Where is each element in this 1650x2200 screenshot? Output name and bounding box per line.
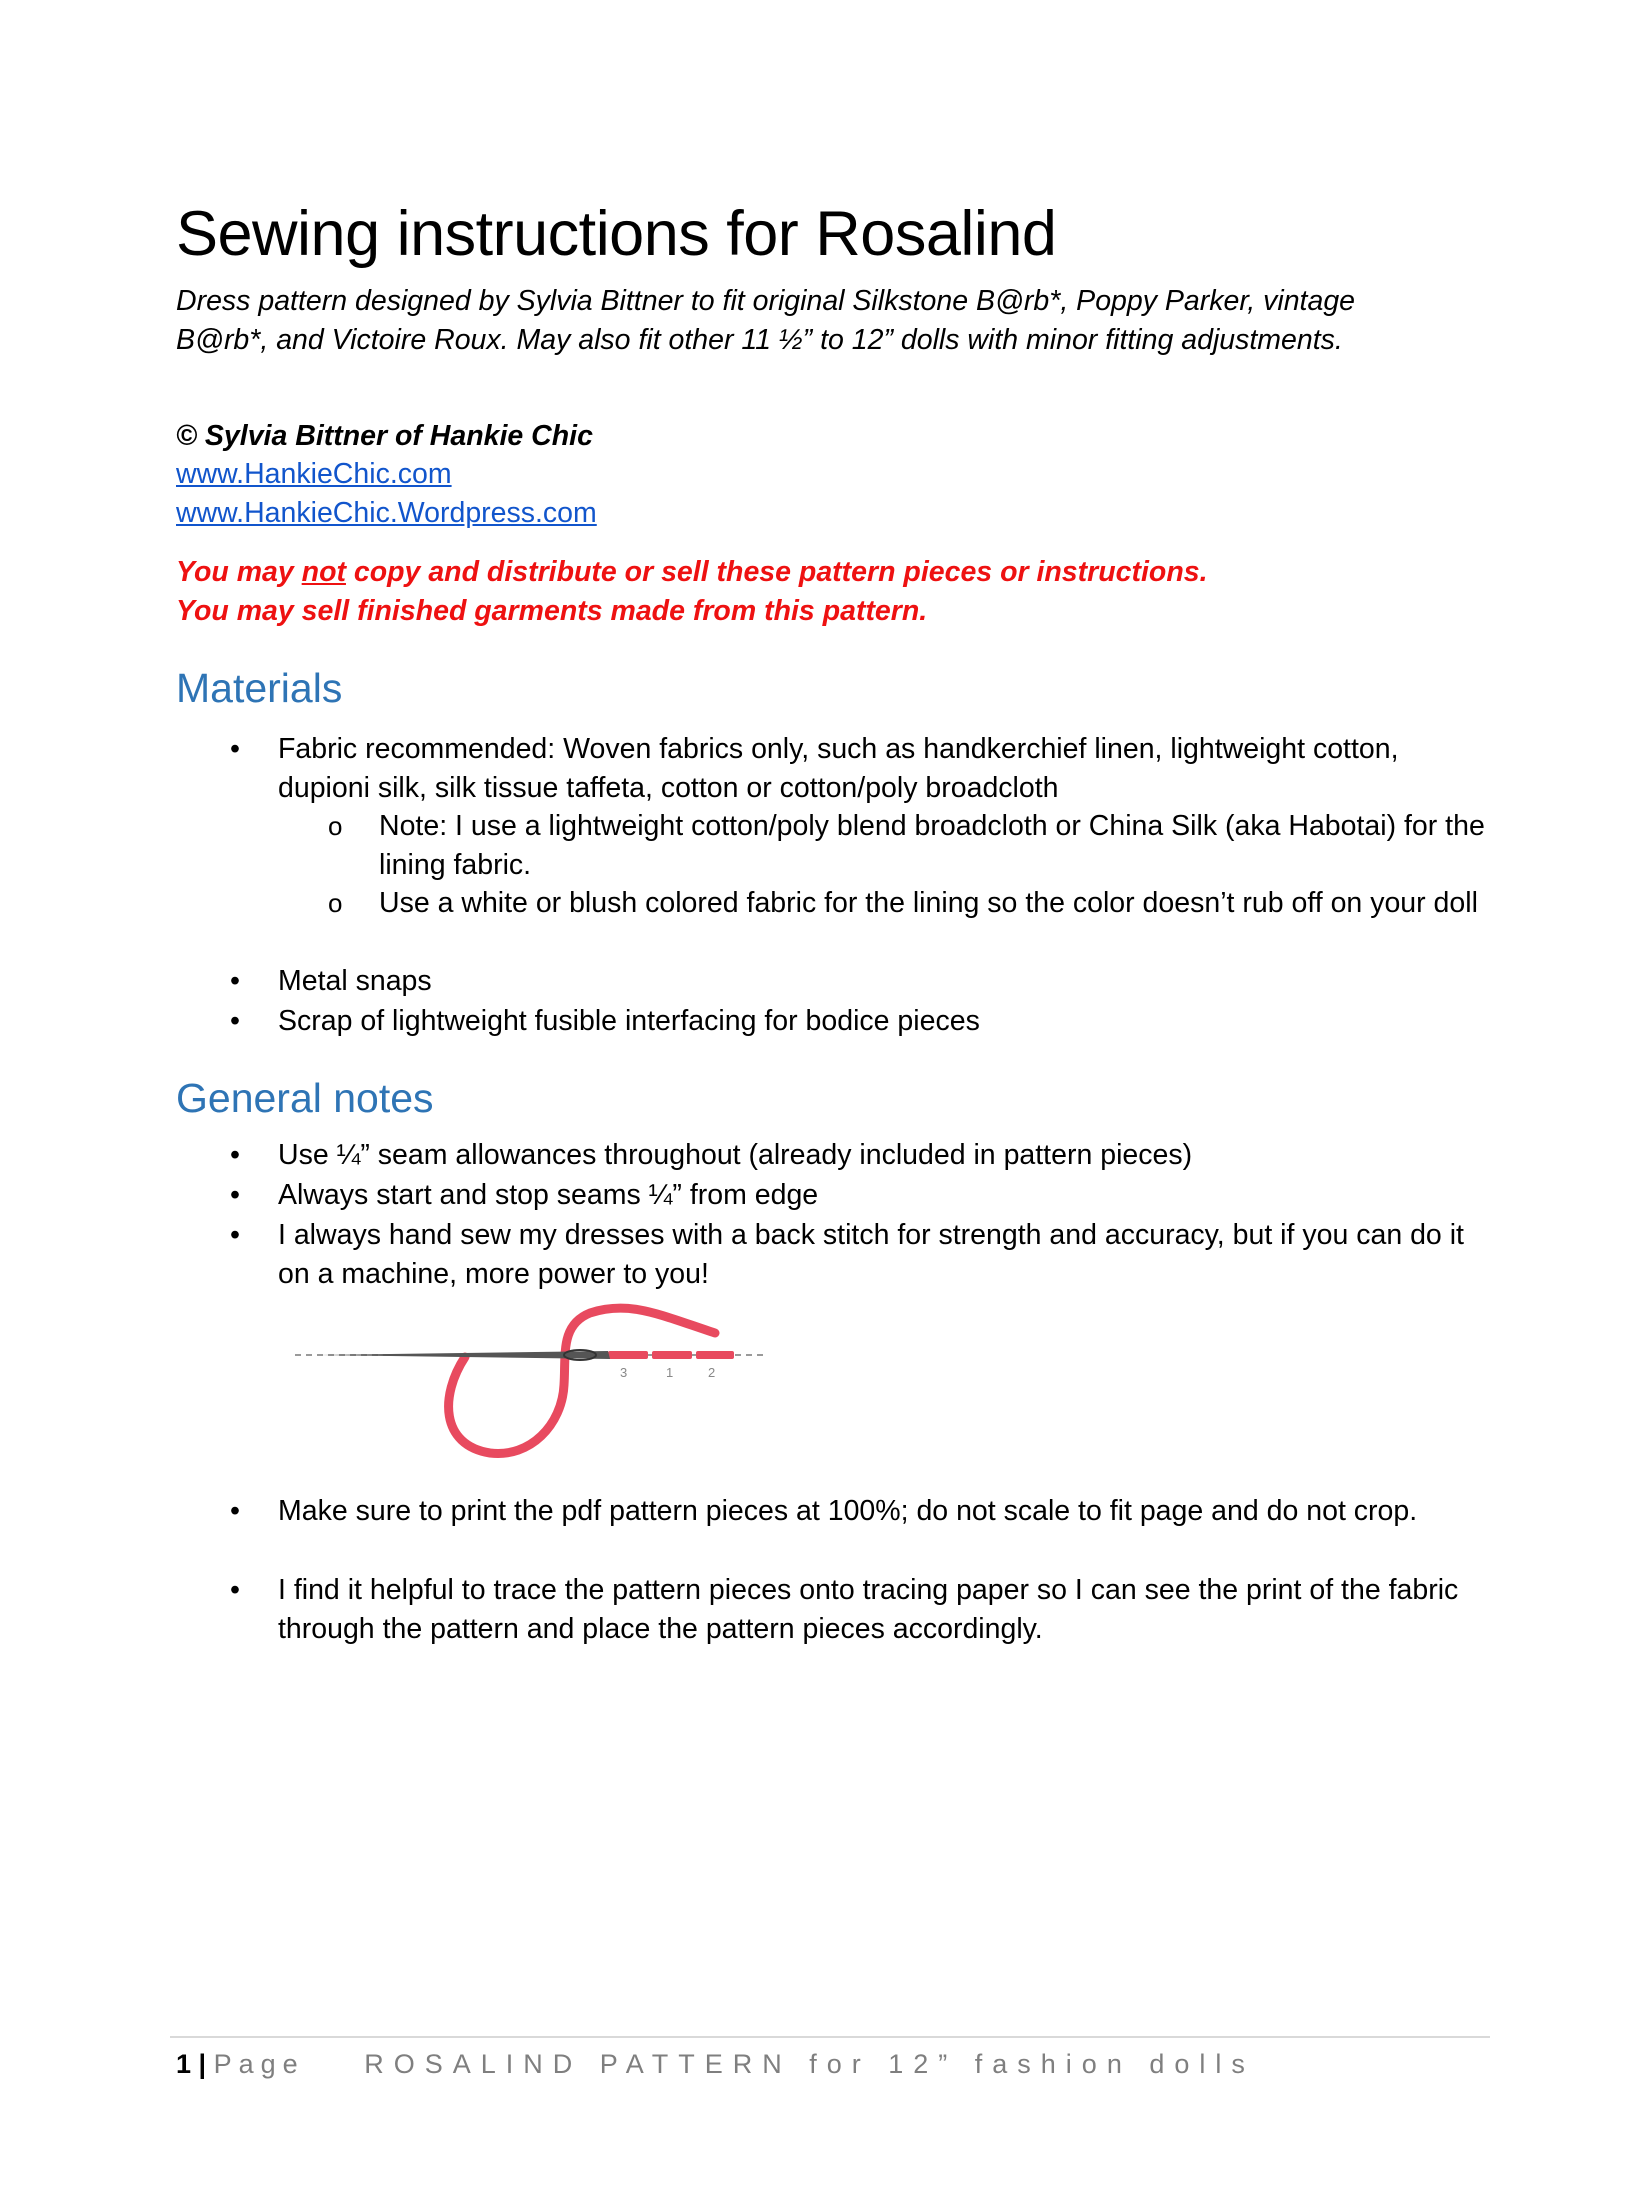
footer-divider — [170, 2036, 1490, 2038]
copy-warning — [176, 553, 1208, 591]
general-notes-list-continued — [0, 1492, 1650, 1650]
warning-text-end: copy and distribute or sell these pattern pieces or instructions. — [345, 556, 1208, 588]
materials-heading: Materials — [176, 665, 343, 711]
warning-emphasis: not — [301, 556, 346, 588]
materials-list — [0, 730, 1650, 1042]
page-title: Sewing instructions for Rosalind — [176, 199, 1057, 269]
general-notes-heading: General notes — [176, 1075, 434, 1121]
stitch-number: 2 — [708, 1365, 716, 1380]
bullet-icon: • — [230, 1495, 240, 1527]
thread-path — [449, 1308, 715, 1453]
sub-list-item: o Use a white or blush colored fabric for the lining so the color doesn’t rub off on your doll — [0, 884, 1650, 962]
list-item: • Use ¼” seam allowances throughout (already included in pattern pieces) — [0, 1136, 1650, 1176]
blog-link[interactable]: www.HankieChic.Wordpress.com — [176, 497, 597, 529]
sub-bullet-icon: o — [328, 888, 343, 918]
footer-title: ROSALIND PATTERN for 12” fashion dolls — [364, 2049, 1255, 2079]
page-label: Page — [213, 2049, 305, 2079]
list-item: • Metal snaps — [0, 962, 1650, 1002]
website-link[interactable]: www.HankieChic.com — [176, 458, 452, 490]
list-item: • Always start and stop seams ¼” from edge — [0, 1176, 1650, 1216]
copyright-notice: © Sylvia Bittner of Hankie Chic — [176, 420, 593, 452]
stitch-segment — [652, 1351, 692, 1359]
sell-permission: You may sell finished garments made from this pattern. — [176, 595, 928, 627]
list-item: • Scrap of lightweight fusible interfacing for bodice pieces — [0, 1002, 1650, 1042]
general-notes-list — [0, 1136, 1650, 1293]
stitch-segment — [696, 1351, 734, 1359]
bullet-icon: • — [230, 1139, 240, 1171]
bullet-icon: • — [230, 1219, 240, 1251]
list-item: • Fabric recommended: Woven fabrics only, such as handkerchief linen, lightweight cotton, dupioni silk, silk tissue taffeta, cotton or cotton/poly broadcloth — [0, 730, 1650, 807]
stitch-number: 3 — [620, 1365, 628, 1380]
stitch-segment — [608, 1351, 648, 1359]
back-stitch-diagram — [290, 1295, 770, 1470]
bullet-icon: • — [230, 1179, 240, 1211]
bullet-icon: • — [230, 733, 240, 765]
list-item: • Make sure to print the pdf pattern pieces at 100%; do not scale to fit page and do not crop. — [0, 1492, 1650, 1571]
page-number: 1 — [176, 2049, 192, 2079]
bullet-icon: • — [230, 1005, 240, 1037]
list-item: • I always hand sew my dresses with a back stitch for strength and accuracy, but if you can do it on a machine, more power to you! — [0, 1216, 1650, 1293]
subtitle: Dress pattern designed by Sylvia Bittner to fit original Silkstone B@rb*, Poppy Parker, vintage B@rb*, and Victoire Roux. May also fit other 11 ½” to 12” dolls with minor fitting adjustments. — [176, 285, 1356, 356]
sub-list-item: o Note: I use a lightweight cotton/poly blend broadcloth or China Silk (aka Habotai) for the lining fabric. — [0, 807, 1650, 884]
bullet-icon: • — [230, 1574, 240, 1606]
list-item: • I find it helpful to trace the pattern pieces onto tracing paper so I can see the print of the fabric through the pattern and place the pattern pieces accordingly. — [0, 1571, 1650, 1650]
stitch-number: 1 — [666, 1365, 674, 1380]
footer-separator: | — [198, 2049, 207, 2079]
sub-bullet-icon: o — [328, 811, 343, 841]
bullet-icon: • — [230, 965, 240, 997]
page-footer — [176, 2044, 1255, 2084]
warning-text-start: You may — [176, 556, 302, 588]
